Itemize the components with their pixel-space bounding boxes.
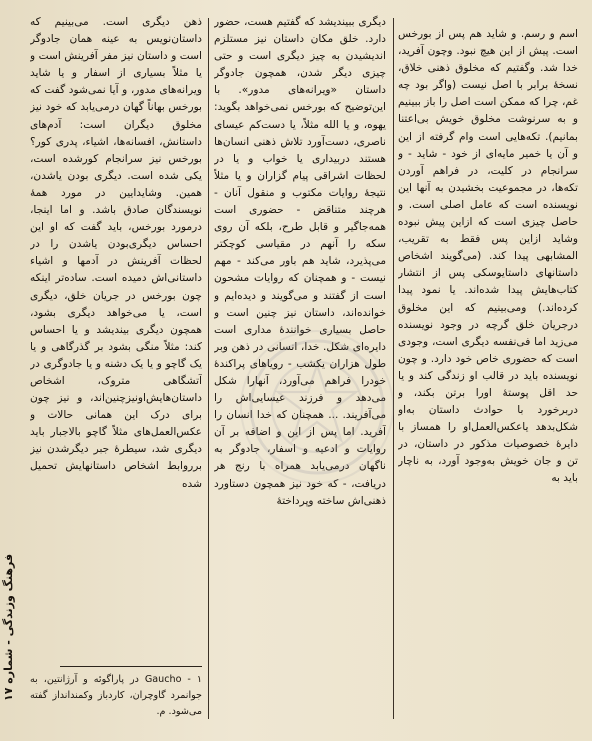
- column-left-text: ذهن دیگری است. می‌بینیم که داستان‌نویس به عینه همان جادوگر است و داستان نیز مفر آفرینش است و یا مثلاً بسیاری از اسفار و یا شاید ویرانه‌های مدور، و آیا نمی‌شود گفت که بورخس بهاناً گهان درمی‌یابد که خود نیز مخلوق دیگران است: آدم‌های داستانش، افسانه‌ها، اشیاء، پدری کور؟ بورخس نیز سرانجام کورشده است، یکی شده است. دیگری بودن یاشدن، همین. وشایدایین در مورد همهٔ نویسندگان صادق باشد. و اما اینجا، درمورد بورخس، باید گفت که او این احساس دیگری‌بودن‌ یا‌شدن را در لحظات آفرینش در آدمها و اشیاء داستانی‌اش دمیده است. ساده‌تر اینکه چون بورخس در جریان خلق، دیگری است، یا می‌خواهد دیگری بشود، همچون دیگری بیندیشد و یا احساس کند: مثلاً منگی بشود بر گذرگاهی و یا یک گاچو و یا یک دشنه و یا جادوگری در آتشگاهی متروک، اشخاص داستان‌هایش‌اونیزچنین‌اند، و نیز چون برای درک این همانی حالات و عکس‌العمل‌های مثلاً گاچو بالاجبار باید دیگری شد، سیطرهٔ جبر دیگرشدن نیز بررو‌ابط اشخاص داستانهایش تحمیل شده: [30, 16, 202, 490]
- library-stamp-icon: [240, 330, 394, 484]
- column-divider: [208, 18, 209, 719]
- column-middle-text: دیگری ببیندیشد که گفتیم هست، حضور دارد. خلق مکان داستان نیز مستلزم اندیشیدن به چیز دیگری است و حتی چیزی دیگر شدن، همچون جادوگر داستان «ویرانه‌های مدور». با این‌توضیح که بورخس نمی‌خواهد بگوید: یهوه، و یا الله مثلاً، یا دست‌کم عیسای ناصری، دست‌آورد تلاش ذهنی انسان‌ها هستند دربیداری یا خواب و یا در لحظات اشراقی پیام گزاران و یا مثلاً نتیجهٔ روایات مکتوب و منقول آنان - هرچند متناقض - حضوری است همه‌جاگیر و قابل طرح، بلکه آن روی سکه را آنهم در مقیاسی کوچکتر می‌پذیرد، شاید هم باور می‌کند - مهم نیست - و همچنان که روایات مشحون است از گفتند و می‌گویند و دیده‌ایم و خوانده‌اند، داستان نیز چنین است و حاصل بسیاری خوانندهٔ مداری است دایره‌ای شکل. خدا، انسانی در ذهن وبر طول هزاران یکشب - رویاهای پراکندهٔ خودرا فراهم می‌آورد، آنهارا شکل می‌دهد و فرزند عیسایی‌اش را می‌آفریند. ... همچنان که خدا انسان را آفرید. اما پس از این و اضافه بر آن روایات و ادعیه و اسفار، جادوگر به ناگهان درمی‌یابد همراه با رنج هر دریافت، - که خود نیز همچون دستاورد ذهنی‌اش ساخته وپرداختهٔ: [214, 16, 386, 507]
- footnote-divider: [60, 666, 202, 667]
- column-divider: [393, 18, 394, 719]
- column-right-text: اسم و رسم. و شاید هم پس از بورخس است. پیش از این هیچ نبود. وچون آفرید، خدا شد. وگفتیم که مخلوق ذهنی خلاق، نسخهٔ برابر با اصل نیست (واگر بود چه غم، چرا که ممکن است اصل را باز ببینیم و به سرنوشت مخلوق خویش بی‌اعتنا بمانیم). تکه‌هایی است وام گرفته از این و آن یا خمیر مایه‌ای از خود - شاید - و سرانجام در کلیت، در فراهم آوردن تکه‌ها، در مجموعیت بخشیدن به آنها این نویسنده است که عامل اصلی است. و حاصل چیزی است که ازاین پیش نبوده وشاید ازاین پس فقط به تقریب، المشابهی پیدا کند. (می‌گویند اشخاص داستانهای داستایوسکی پس از انتشار کتاب‌هایش پیدا شده‌اند. یا نمود پیدا کرده‌اند.) ومی‌بینیم که این مخلوق درجریان خلق گرچه در وجود نویسنده می‌زید اما فی‌نفسه دیگری است، وجودی است که حضوری خاص خود دارد. و چون نویسنده باید در قالب او زندگی کند و یا حد اقل پوستهٔ اورا برتن بکند، و دربرخورد با حوادث داستان به‌او شکل‌بدهد یاعکس‌العمل‌او را همساز با دایرهٔ خصوصیات مذکور در داستان، در تن و جان خویش به‌وجود آورد، به ناچار باید به: [398, 28, 578, 485]
- text-column-right: [398, 26, 578, 723]
- text-column-left: [30, 14, 202, 661]
- footnote: ۱ - Gaucho در پاراگوئه و آرژانتین، به جوانمرد گاوچران، کاردباز وکمندانداز گفته می‌شود. م.: [30, 674, 202, 717]
- page-footer: فرهنگ وزندگی - شماره ۱۷: [2, 553, 15, 702]
